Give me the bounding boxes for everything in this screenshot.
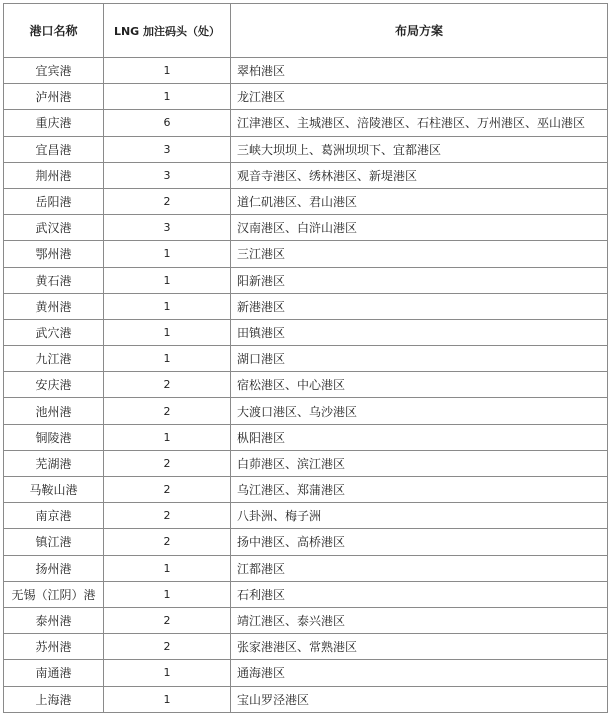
- layout-plan-cell: 湖口港区: [231, 346, 608, 372]
- table-row: [4, 686, 608, 712]
- table-row: [4, 188, 608, 214]
- port-name-cell: 镇江港: [4, 529, 104, 555]
- table-row: [4, 162, 608, 188]
- port-name-cell: 泸州港: [4, 84, 104, 110]
- lng-count-cell: 2: [104, 529, 231, 555]
- table-row: [4, 346, 608, 372]
- lng-count-cell: 3: [104, 136, 231, 162]
- layout-plan-cell: 张家港港区、常熟港区: [231, 634, 608, 660]
- table-row: [4, 660, 608, 686]
- table-row: [4, 398, 608, 424]
- port-name-cell: 马鞍山港: [4, 477, 104, 503]
- port-name-cell: 荆州港: [4, 162, 104, 188]
- table-row: [4, 555, 608, 581]
- layout-plan-cell: 江津港区、主城港区、涪陵港区、石柱港区、万州港区、巫山港区: [231, 110, 608, 136]
- layout-plan-cell: 田镇港区: [231, 319, 608, 345]
- layout-plan-cell: 翠柏港区: [231, 58, 608, 84]
- lng-count-cell: 3: [104, 215, 231, 241]
- table-row: [4, 293, 608, 319]
- table-row: [4, 267, 608, 293]
- table-row: [4, 450, 608, 476]
- table-row: [4, 529, 608, 555]
- lng-count-cell: 2: [104, 450, 231, 476]
- port-name-cell: 鄂州港: [4, 241, 104, 267]
- layout-plan-cell: 通海港区: [231, 660, 608, 686]
- port-name-cell: 泰州港: [4, 607, 104, 633]
- table-body: [4, 58, 608, 713]
- layout-plan-cell: 三江港区: [231, 241, 608, 267]
- table-row: [4, 634, 608, 660]
- layout-plan-cell: 扬中港区、高桥港区: [231, 529, 608, 555]
- lng-count-cell: 1: [104, 267, 231, 293]
- port-name-cell: 武穴港: [4, 319, 104, 345]
- lng-count-cell: 1: [104, 686, 231, 712]
- lng-count-cell: 1: [104, 84, 231, 110]
- layout-plan-cell: 江都港区: [231, 555, 608, 581]
- port-name-cell: 宜昌港: [4, 136, 104, 162]
- layout-plan-cell: 三峡大坝坝上、葛洲坝坝下、宜都港区: [231, 136, 608, 162]
- port-name-cell: 重庆港: [4, 110, 104, 136]
- table-row: [4, 372, 608, 398]
- lng-count-cell: 1: [104, 660, 231, 686]
- lng-count-cell: 1: [104, 319, 231, 345]
- layout-plan-cell: 汉南港区、白浒山港区: [231, 215, 608, 241]
- port-name-cell: 黄石港: [4, 267, 104, 293]
- lng-count-cell: 2: [104, 607, 231, 633]
- table-row: [4, 319, 608, 345]
- layout-plan-cell: 乌江港区、郑蒲港区: [231, 477, 608, 503]
- layout-plan-cell: 靖江港区、泰兴港区: [231, 607, 608, 633]
- lng-count-cell: 2: [104, 188, 231, 214]
- port-name-cell: 武汉港: [4, 215, 104, 241]
- layout-plan-cell: 观音寺港区、绣林港区、新堤港区: [231, 162, 608, 188]
- table-row: [4, 84, 608, 110]
- port-name-cell: 岳阳港: [4, 188, 104, 214]
- header-layout-plan: 布局方案: [231, 4, 608, 58]
- layout-plan-cell: 龙江港区: [231, 84, 608, 110]
- layout-plan-cell: 大渡口港区、乌沙港区: [231, 398, 608, 424]
- lng-count-cell: 1: [104, 581, 231, 607]
- lng-count-cell: 1: [104, 346, 231, 372]
- layout-plan-cell: 八卦洲、梅子洲: [231, 503, 608, 529]
- port-name-cell: 池州港: [4, 398, 104, 424]
- port-name-cell: 无锡（江阴）港: [4, 581, 104, 607]
- table-row: [4, 110, 608, 136]
- port-name-cell: 南通港: [4, 660, 104, 686]
- table-header: [4, 4, 608, 58]
- lng-count-cell: 3: [104, 162, 231, 188]
- layout-plan-cell: 白茆港区、滨江港区: [231, 450, 608, 476]
- table-row: [4, 241, 608, 267]
- layout-plan-cell: 道仁矶港区、君山港区: [231, 188, 608, 214]
- lng-count-cell: 1: [104, 58, 231, 84]
- port-name-cell: 安庆港: [4, 372, 104, 398]
- layout-plan-cell: 宿松港区、中心港区: [231, 372, 608, 398]
- header-lng-berths: LNG 加注码头（处）: [104, 4, 231, 58]
- port-name-cell: 芜湖港: [4, 450, 104, 476]
- layout-plan-cell: 新港港区: [231, 293, 608, 319]
- table-row: [4, 477, 608, 503]
- lng-count-cell: 1: [104, 241, 231, 267]
- header-port-name: 港口名称: [4, 4, 104, 58]
- port-name-cell: 宜宾港: [4, 58, 104, 84]
- layout-plan-cell: 枞阳港区: [231, 424, 608, 450]
- port-name-cell: 苏州港: [4, 634, 104, 660]
- table-row: [4, 58, 608, 84]
- lng-count-cell: 2: [104, 503, 231, 529]
- lng-count-cell: 2: [104, 372, 231, 398]
- lng-count-cell: 1: [104, 293, 231, 319]
- lng-count-cell: 2: [104, 398, 231, 424]
- layout-plan-cell: 阳新港区: [231, 267, 608, 293]
- lng-port-table: [3, 3, 608, 713]
- port-name-cell: 黄州港: [4, 293, 104, 319]
- port-name-cell: 铜陵港: [4, 424, 104, 450]
- lng-count-cell: 1: [104, 424, 231, 450]
- table-row: [4, 136, 608, 162]
- lng-count-cell: 6: [104, 110, 231, 136]
- table-row: [4, 607, 608, 633]
- port-name-cell: 南京港: [4, 503, 104, 529]
- header-row: [4, 4, 608, 58]
- port-name-cell: 上海港: [4, 686, 104, 712]
- table-row: [4, 424, 608, 450]
- table-row: [4, 581, 608, 607]
- port-name-cell: 九江港: [4, 346, 104, 372]
- lng-count-cell: 1: [104, 555, 231, 581]
- port-name-cell: 扬州港: [4, 555, 104, 581]
- table-row: [4, 503, 608, 529]
- lng-count-cell: 2: [104, 477, 231, 503]
- layout-plan-cell: 宝山罗泾港区: [231, 686, 608, 712]
- table-row: [4, 215, 608, 241]
- lng-count-cell: 2: [104, 634, 231, 660]
- layout-plan-cell: 石利港区: [231, 581, 608, 607]
